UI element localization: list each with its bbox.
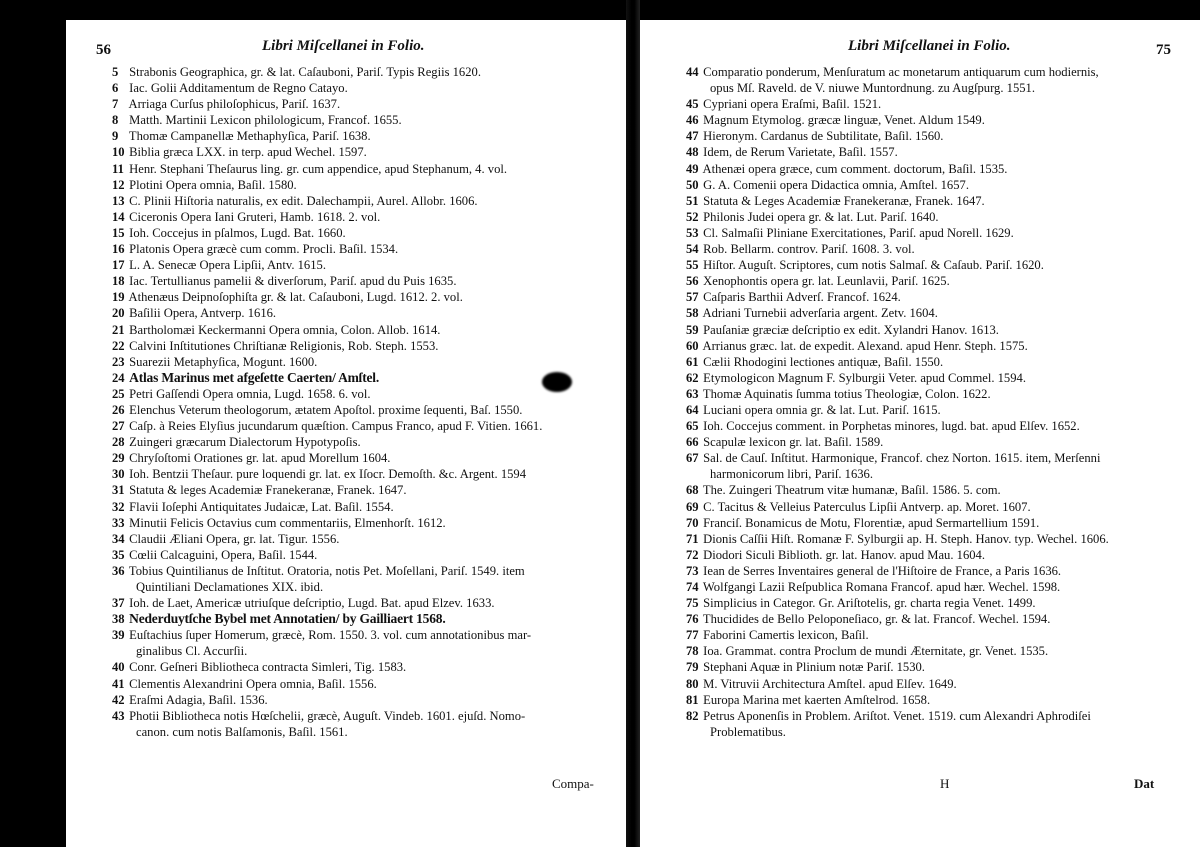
entry-text: Athenæi opera græce, cum comment. doctorum, Baſil. 1535. [702,161,1008,176]
catalog-entry [112,257,542,273]
entry-number: 20 [112,306,125,321]
entry-text: Matth. Martinii Lexicon philologicum, Francof. 1655. [129,113,402,128]
catalog-entry [686,402,1109,418]
catalog-entry [112,64,542,80]
entry-number: 33 [112,515,125,530]
entry-text: Cl. Salmaſii Pliniane Exercitationes, Pariſ. apud Norell. 1629. [703,225,1014,240]
entry-number: 74 [686,580,699,594]
left-entry-list [112,64,542,740]
entry-text: Arriaga Curſus philoſophicus, Pariſ. 1637. [128,97,341,112]
entry-text: Ioa. Grammat. contra Proclum de mundi Æternitate, gr. Venet. 1535. [703,644,1049,659]
catalog-entry [686,273,1109,289]
entry-continuation: harmonicorum libri, Pariſ. 1636. [710,467,873,482]
catalog-entry [112,241,542,257]
catalog-entry [112,386,542,402]
entry-text: Tobius Quintilianus de Inſtitut. Oratoria, notis Pet. Moſellani, Pariſ. 1549. item [128,563,525,578]
catalog-entry [112,80,542,96]
entry-text: Caſparis Barthii Adverſ. Francof. 1624. [703,290,901,305]
entry-text: C. Plinii Hiſtoria naturalis, ex edit. Dalechampii, Aurel. Allobr. 1606. [129,193,478,208]
entry-number: 47 [686,129,699,144]
entry-number: 11 [112,161,124,176]
catalog-entry [112,338,542,354]
catalog-entry [686,354,1109,370]
catalog-entry [686,659,1109,675]
catalog-entry [112,161,542,177]
catalog-entry [112,450,542,466]
entry-number: 30 [112,467,125,482]
entry-number: 9 [112,129,119,144]
catalog-entry [112,499,542,515]
entry-text: Athenæus Deipnoſophiſta gr. & lat. Caſauboni, Lugd. 1612. 2. vol. [128,290,463,305]
entry-number: 29 [112,451,125,466]
entry-text: Thomæ Campanellæ Methaphyſica, Pariſ. 1638. [128,129,371,144]
catalog-entry [686,305,1109,321]
catalog-entry [686,225,1109,241]
entry-number: 32 [112,499,125,514]
entry-number: 41 [112,676,125,691]
entry-text: Hieronym. Cardanus de Subtilitate, Baſil. 1560. [703,129,944,144]
right-catchword: Dat [1134,776,1155,791]
catalog-entry [686,708,1109,740]
entry-text: Statuta & leges Academiæ Franekeranæ, Franek. 1647. [129,483,407,498]
left-page-number: 56 [96,42,111,58]
entry-number: 12 [112,177,125,192]
entry-text: Thucidides de Bello Peloponeſiaco, gr. & lat. Francof. Wechel. 1594. [702,612,1051,627]
right-page-header: Libri Miſcellanei in Folio. [848,38,1011,54]
catalog-entry [112,659,542,675]
catalog-entry [112,547,542,563]
entry-number: 60 [686,338,699,353]
entry-text: Minutii Felicis Octavius cum commentariis, Elmenhorſt. 1612. [129,515,446,530]
catalog-entry [686,64,1109,96]
entry-number: 5 [112,65,119,79]
right-page [640,20,1200,847]
entry-number: 72 [686,547,699,562]
entry-text: Cœlii Calcaguini, Opera, Baſil. 1544. [129,547,318,562]
entry-text: Pauſaniæ græciæ deſcriptio ex edit. Xylandri Hanov. 1613. [703,322,999,337]
entry-number: 26 [112,402,125,417]
catalog-entry [686,209,1109,225]
catalog-entry [112,627,542,659]
entry-text: Petrus Aponenſis in Problem. Ariſtot. Venet. 1519. cum Alexandri Aphrodiſei [703,708,1091,723]
entry-number: 61 [686,354,699,369]
catalog-entry [112,708,542,740]
entry-number: 80 [686,676,699,691]
entry-number: 21 [112,322,125,337]
catalog-entry [112,676,542,692]
entry-number: 79 [686,660,699,675]
entry-text: Elenchus Veterum theologorum, ætatem Apoſtol. proxime ſequenti, Baſ. 1550. [129,402,523,417]
catalog-entry [686,386,1109,402]
entry-text: Plotini Opera omnia, Baſil. 1580. [129,177,297,192]
catalog-entry [686,338,1109,354]
catalog-entry [112,595,542,611]
entry-number: 35 [112,547,125,562]
scan-top-border [0,0,1200,22]
entry-number: 34 [112,531,125,546]
entry-text: Adriani Turnebii adverſaria argent. Zetv. 1604. [702,306,938,321]
entry-number: 54 [686,242,699,257]
entry-number: 65 [686,419,699,434]
entry-text: Iac. Tertullianus pamelii & diverſorum, Pariſ. apud du Puis 1635. [129,274,457,289]
entry-number: 57 [686,290,699,305]
entry-text: Rob. Bellarm. controv. Pariſ. 1608. 3. vol. [703,242,915,257]
catalog-entry [686,515,1109,531]
entry-text: M. Vitruvii Architectura Amſtel. apud Elſev. 1649. [703,676,957,691]
entry-number: 52 [686,209,699,224]
catalog-entry [112,354,542,370]
entry-number: 13 [112,193,125,208]
left-page-header: Libri Miſcellanei in Folio. [262,38,425,54]
entry-number: 42 [112,692,125,707]
entry-text: Petri Gaſſendi Opera omnia, Lugd. 1658. 6. vol. [129,386,371,401]
entry-continuation: Quintiliani Declamationes XIX. ibid. [136,580,324,594]
entry-text: Iean de Serres Inventaires general de l'Hiſtoire de France, a Paris 1636. [703,563,1062,578]
catalog-entry [686,531,1109,547]
entry-text: Cypriani opera Eraſmi, Baſil. 1521. [703,97,882,112]
entry-text: Baſilii Opera, Antverp. 1616. [129,306,277,321]
entry-text: Caſp. à Reies Elyſius jucundarum quæſtion. Campus Franco, apud F. Vitien. 1661. [129,419,543,434]
right-page-number: 75 [1156,42,1171,58]
entry-text: Henr. Stephani Theſaurus ling. gr. cum appendice, apud Stephanum, 4. vol. [129,161,508,176]
entry-text: Ioh. de Laet, Americæ utriuſque deſcriptio, Lugd. Bat. apud Elzev. 1633. [129,596,495,611]
entry-text: Zuingeri græcarum Dialectorum Hypotypoſis. [129,435,361,450]
entry-continuation: ginalibus Cl. Accurſii. [136,644,248,659]
page-gutter [626,0,640,847]
entry-text: G. A. Comenii opera Didactica omnia, Amſtel. 1657. [703,177,969,192]
entry-number: 14 [112,209,125,224]
catalog-entry [686,611,1109,627]
entry-number: 37 [112,596,125,611]
catalog-entry [112,112,542,128]
entry-text: Arrianus græc. lat. de expedit. Alexand. apud Henr. Steph. 1575. [702,338,1028,353]
catalog-entry [686,241,1109,257]
entry-number: 50 [686,177,699,192]
catalog-entry [112,692,542,708]
entry-text: Simplicius in Categor. Gr. Ariſtotelis, gr. charta regia Venet. 1499. [703,596,1036,611]
entry-number: 76 [686,612,699,627]
entry-text: Thomæ Aquinatis ſumma totius Theologiæ, Colon. 1622. [702,386,991,401]
entry-number: 51 [686,193,699,208]
catalog-entry [112,370,542,386]
left-catchword: Compa- [552,776,594,791]
entry-number: 46 [686,113,699,128]
entry-text: C. Tacitus & Velleius Paterculus Lipſii Antverp. ap. Moret. 1607. [703,499,1031,514]
entry-text: Luciani opera omnia gr. & lat. Lut. Pariſ. 1615. [703,402,941,417]
entry-number: 82 [686,708,699,723]
signature-mark: H [940,776,950,791]
entry-number: 71 [686,531,699,546]
entry-number: 53 [686,225,699,240]
entry-text: Wolfgangi Lazii Reſpublica Romana Francof. apud hær. Wechel. 1598. [702,580,1061,594]
entry-text: Clementis Alexandrini Opera omnia, Baſil. 1556. [129,676,377,691]
catalog-entry [112,515,542,531]
entry-text: Suarezii Metaphyſica, Mogunt. 1600. [129,354,318,369]
entry-text: Xenophontis opera gr. lat. Leunlavii, Pariſ. 1625. [703,274,950,289]
entry-text: Calvini Inſtitutiones Chriſtianæ Religionis, Rob. Steph. 1553. [129,338,439,353]
entry-number: 39 [112,628,125,643]
catalog-entry [686,547,1109,563]
entry-number: 25 [112,386,125,401]
catalog-entry [686,482,1109,498]
catalog-entry [686,563,1109,579]
entry-text: Comparatio ponderum, Menſuratum ac monetarum antiquarum cum hodiernis, [703,65,1099,79]
entry-number: 15 [112,225,125,240]
entry-number: 8 [112,113,119,128]
entry-text: Ioh. Coccejus in pſalmos, Lugd. Bat. 1660. [129,225,346,240]
entry-number: 45 [686,97,699,112]
catalog-entry [686,627,1109,643]
catalog-entry [112,96,542,112]
entry-number: 44 [686,65,699,79]
entry-number: 22 [112,338,125,353]
entry-number: 68 [686,483,699,498]
catalog-entry [686,161,1109,177]
entry-number: 31 [112,483,125,498]
catalog-entry [112,225,542,241]
entry-text: Eraſmi Adagia, Baſil. 1536. [129,692,268,707]
entry-text: The. Zuingeri Theatrum vitæ humanæ, Baſil. 1586. 5. com. [702,483,1001,498]
entry-number: 18 [112,274,125,289]
entry-text: Sal. de Cauſ. Inſtitut. Harmonique, Francof. chez Norton. 1615. item, Merſenni [703,451,1101,466]
catalog-entry [686,128,1109,144]
entry-text: Philonis Judei opera gr. & lat. Lut. Pariſ. 1640. [703,209,939,224]
catalog-entry [686,322,1109,338]
catalog-entry [112,531,542,547]
catalog-entry [112,177,542,193]
entry-number: 62 [686,370,699,385]
catalog-entry [112,305,542,321]
entry-number: 75 [686,596,699,611]
entry-number: 7 [112,97,119,112]
entry-text: Photii Bibliotheca notis Hœſchelii, græcè, Auguſt. Vindeb. 1601. ejuſd. Nomo- [129,708,526,723]
catalog-entry [686,676,1109,692]
entry-text: Ciceronis Opera Iani Gruteri, Hamb. 1618. 2. vol. [129,209,381,224]
entry-number: 55 [686,258,699,273]
catalog-entry [112,611,542,627]
entry-number: 56 [686,274,699,289]
entry-text: Stephani Aquæ in Plinium notæ Pariſ. 1530. [703,660,925,675]
entry-number: 64 [686,402,699,417]
entry-number: 67 [686,451,699,466]
entry-number: 81 [686,692,699,707]
catalog-entry [112,563,542,595]
catalog-entry [686,96,1109,112]
entry-text: Strabonis Geographica, gr. & lat. Caſauboni, Pariſ. Typis Regiis 1620. [129,65,481,79]
catalog-entry [686,418,1109,434]
entry-number: 78 [686,644,699,659]
catalog-entry [112,209,542,225]
entry-text: Platonis Opera græcè cum comm. Procli. Baſil. 1534. [129,242,399,257]
entry-text: Etymologicon Magnum F. Sylburgii Veter. apud Commel. 1594. [703,370,1026,385]
catalog-entry [686,112,1109,128]
entry-text: Flavii Ioſephi Antiquitates Judaicæ, Lat. Baſil. 1554. [129,499,394,514]
entry-number: 16 [112,242,125,257]
entry-number: 77 [686,628,699,643]
catalog-entry [112,289,542,305]
catalog-entry [112,128,542,144]
catalog-entry [112,482,542,498]
catalog-entry [686,643,1109,659]
catalog-entry [686,177,1109,193]
catalog-entry [686,499,1109,515]
entry-number: 48 [686,145,699,160]
entry-text: Magnum Etymolog. græcæ linguæ, Venet. Aldum 1549. [703,113,985,128]
entry-number: 58 [686,306,699,321]
entry-number: 49 [686,161,699,176]
catalog-entry [112,402,542,418]
entry-continuation: Problematibus. [710,724,786,739]
catalog-entry [686,595,1109,611]
entry-number: 17 [112,258,125,273]
entry-text: Scapulæ lexicon gr. lat. Baſil. 1589. [703,435,884,450]
entry-text: L. A. Senecæ Opera Lipſii, Antv. 1615. [129,258,326,273]
entry-text: Statuta & Leges Academiæ Franekeranæ, Franek. 1647. [703,193,985,208]
entry-number: 43 [112,708,125,723]
catalog-entry [686,370,1109,386]
entry-text: Atlas Marinus met afgeſette Caerten/ Amſtel. [129,369,380,385]
entry-number: 40 [112,660,125,675]
right-entry-list [686,64,1109,740]
catalog-entry [112,418,542,434]
entry-number: 36 [112,563,125,578]
entry-continuation: opus Mſ. Raveld. de V. niuwe Muntordnung. zu Augſpurg. 1551. [710,81,1035,96]
entry-text: Iac. Golii Additamentum de Regno Catayo. [129,81,348,96]
entry-text: Biblia græca LXX. in terp. apud Wechel. 1597. [129,145,367,160]
catalog-entry [686,257,1109,273]
entry-text: Conr. Geſneri Bibliotheca contracta Simleri, Tig. 1583. [129,660,407,675]
entry-number: 6 [112,81,119,96]
entry-text: Bartholomæi Keckermanni Opera omnia, Colon. Allob. 1614. [129,322,441,337]
catalog-entry [112,434,542,450]
catalog-entry [112,144,542,160]
catalog-entry [112,273,542,289]
entry-number: 19 [112,290,125,305]
catalog-entry [686,193,1109,209]
entry-text: Chryſoſtomi Orationes gr. lat. apud Morellum 1604. [129,451,391,466]
entry-text: Nederduytſche Bybel met Annotatien/ by Gailliaert 1568. [129,611,446,627]
entry-text: Franciſ. Bonamicus de Motu, Florentiæ, apud Sermartellium 1591. [703,515,1040,530]
entry-number: 59 [686,322,699,337]
catalog-entry [686,144,1109,160]
entry-number: 70 [686,515,699,530]
ink-blot [542,372,572,392]
entry-text: Europa Marina met kaerten Amſtelrod. 1658. [703,692,931,707]
ink-blot-margin [12,738,60,762]
entry-number: 24 [112,370,125,385]
entry-text: Hiſtor. Auguſt. Scriptores, cum notis Salmaſ. & Caſaub. Pariſ. 1620. [703,258,1044,273]
entry-number: 10 [112,145,125,160]
entry-number: 38 [112,612,125,627]
entry-text: Cælii Rhodogini lectiones antiquæ, Baſil. 1550. [703,354,944,369]
catalog-entry [686,289,1109,305]
entry-text: Euſtachius ſuper Homerum, græcè, Rom. 1550. 3. vol. cum annotationibus mar- [129,628,532,643]
entry-text: Claudii Æliani Opera, gr. lat. Tigur. 1556. [129,531,340,546]
catalog-entry [686,450,1109,482]
catalog-entry [112,193,542,209]
catalog-entry [686,434,1109,450]
entry-number: 63 [686,386,699,401]
entry-continuation: canon. cum notis Balſamonis, Baſil. 1561. [136,724,348,739]
entry-number: 69 [686,499,699,514]
entry-text: Ioh. Coccejus comment. in Porphetas minores, lugd. bat. apud Elſev. 1652. [703,419,1080,434]
entry-number: 27 [112,419,125,434]
catalog-entry [686,692,1109,708]
entry-text: Idem, de Rerum Varietate, Baſil. 1557. [703,145,898,160]
catalog-entry [686,579,1109,595]
entry-text: Faborini Camertis lexicon, Baſil. [703,628,869,643]
entry-number: 73 [686,563,699,578]
entry-number: 28 [112,435,125,450]
catalog-entry [112,322,542,338]
entry-text: Diodori Siculi Biblioth. gr. lat. Hanov. apud Mau. 1604. [703,547,985,562]
entry-text: Ioh. Bentzii Theſaur. pure loquendi gr. lat. ex Iſocr. Demoſth. &c. Argent. 1594 [129,467,527,482]
entry-number: 23 [112,354,125,369]
entry-text: Dionis Caſſii Hiſt. Romanæ F. Sylburgii ap. H. Steph. Hanov. typ. Wechel. 1606. [703,531,1109,546]
left-page [66,20,626,847]
catalog-entry [112,466,542,482]
entry-number: 66 [686,435,699,450]
